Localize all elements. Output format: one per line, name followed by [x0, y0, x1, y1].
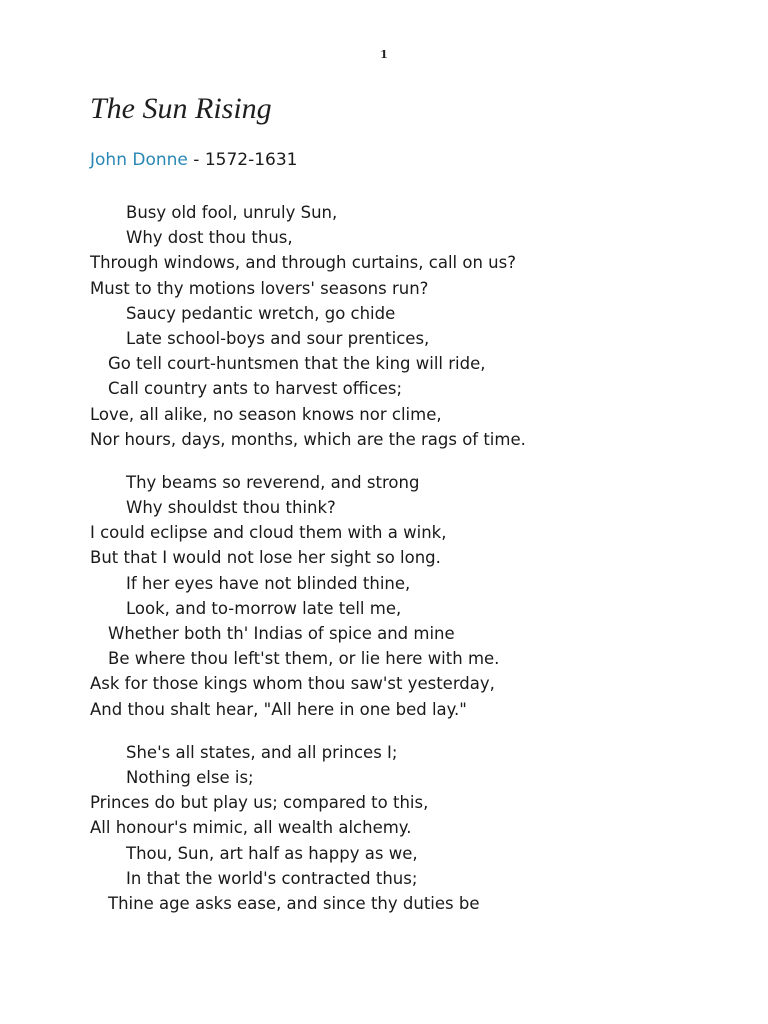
page-number: 1 — [380, 48, 388, 61]
poem-line: She's all states, and all princes I; — [126, 742, 398, 762]
poem-line: Call country ants to harvest offices; — [108, 379, 403, 399]
poem-line: Be where thou left'st them, or lie here with me. — [108, 649, 500, 669]
poem-line: In that the world's contracted thus; — [126, 868, 418, 888]
author-link[interactable]: John Donne — [90, 150, 188, 170]
poem-line: Why shouldst thou think? — [126, 498, 336, 518]
author-dates: 1572-1631 — [204, 150, 298, 170]
poem-title: The Sun Rising — [90, 92, 272, 125]
poem-line: I could eclipse and cloud them with a wink, — [90, 523, 447, 543]
poem-line: All honour's mimic, all wealth alchemy. — [90, 818, 412, 838]
poem-line: Nor hours, days, months, which are the rags of time. — [90, 429, 526, 449]
poem-line: But that I would not lose her sight so long. — [90, 548, 441, 568]
poem-line: Busy old fool, unruly Sun, — [126, 203, 338, 222]
poem-line: Why dost thou thus, — [126, 228, 293, 248]
poem-line: Thy beams so reverend, and strong — [126, 472, 420, 492]
poem-line: Saucy pedantic wretch, go chide — [126, 303, 396, 323]
poem-line: Through windows, and through curtains, call on us? — [90, 253, 516, 273]
poem-line: Whether both th' Indias of spice and mine — [108, 624, 455, 643]
poem-line: Love, all alike, no season knows nor clime, — [90, 404, 442, 424]
poem-line: If her eyes have not blinded thine, — [126, 573, 411, 593]
poem-line: Late school-boys and sour prentices, — [126, 328, 430, 348]
poem-line: Look, and to-morrow late tell me, — [126, 598, 402, 618]
poem-line: Thine age asks ease, and since thy duties be — [108, 893, 480, 913]
stanza-3 — [90, 740, 750, 916]
poem-line: Ask for those kings whom thou saw'st yesterday, — [90, 674, 495, 694]
stanza-2 — [90, 470, 750, 722]
stanza-1 — [90, 200, 750, 452]
poem-line: Must to thy motions lovers' seasons run? — [90, 278, 429, 298]
poem-line: Princes do but play us; compared to this, — [90, 793, 429, 813]
poem-line: Go tell court-huntsmen that the king will ride, — [108, 354, 486, 374]
byline-separator: - — [187, 150, 205, 170]
poem-line: Nothing else is; — [126, 767, 254, 787]
poem-line: And thou shalt hear, "All here in one bed lay." — [90, 699, 467, 719]
poem-line: Thou, Sun, art half as happy as we, — [126, 843, 418, 863]
poem-body — [90, 200, 750, 916]
byline — [90, 150, 298, 170]
